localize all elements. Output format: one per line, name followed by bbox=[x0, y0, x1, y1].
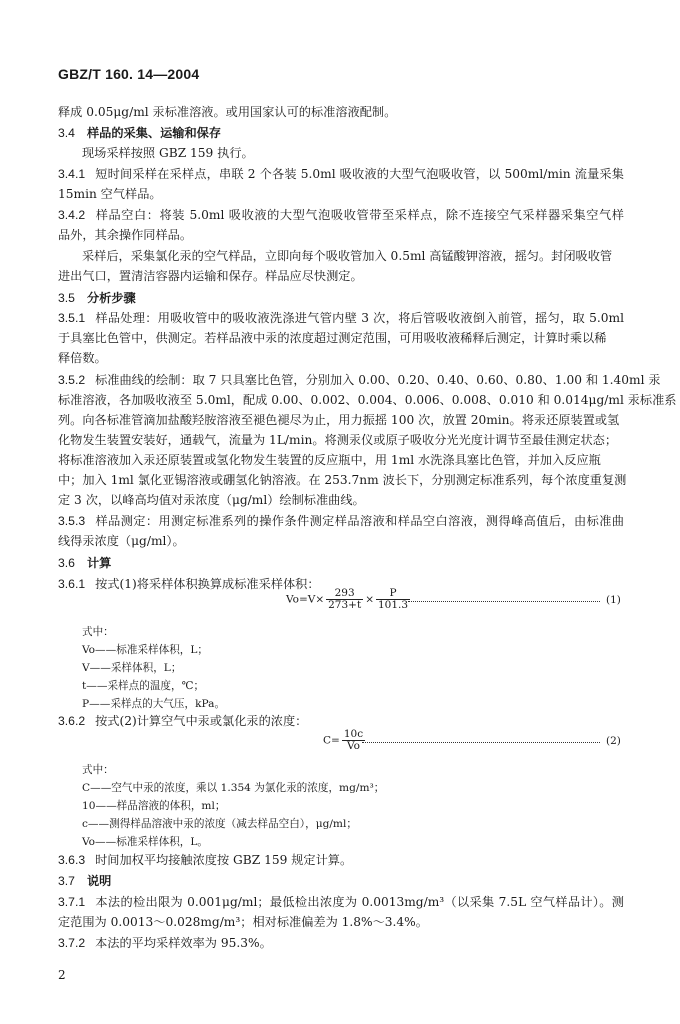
formula-2 bbox=[323, 729, 367, 752]
numerator: P bbox=[389, 587, 397, 599]
variable-definition: 10——样品溶液的体积，ml； bbox=[82, 800, 226, 812]
paragraph-line: 化物发生装置安装好，通载气，流量为 1L/min。将测汞仪或原子吸收分光光度计调节至最佳测定状态； bbox=[58, 433, 618, 447]
clause-text: 时间加权平均接触浓度按 GBZ 159 规定计算。 bbox=[95, 853, 353, 867]
clause-3-5-3 bbox=[58, 513, 624, 530]
variable-definition: C——空气中汞的浓度，乘以 1.354 为氯化汞的浓度，mg/m³； bbox=[82, 782, 385, 794]
denominator: 101.3 bbox=[378, 599, 409, 611]
variable-definition: V——采样体积，L； bbox=[82, 662, 182, 674]
paragraph-line: 进出气口，置清洁容器内运输和保存。样品应尽快测定。 bbox=[58, 269, 363, 283]
paragraph-line: 标准溶液，各加吸收液至 5.0ml，配成 0.00、0.002、0.004、0.006、0.008、0.010 和 0.014μg/ml 汞标准系 bbox=[58, 393, 677, 407]
clause-3-7-2 bbox=[58, 935, 272, 952]
paragraph-line: 将标准溶液加入汞还原装置或氢化物发生装置的反应瓶中，用 1ml 水洗涤具塞比色管，并加入反应瓶 bbox=[58, 453, 601, 467]
section-heading-3-4 bbox=[58, 125, 221, 142]
paragraph-line: 释倍数。 bbox=[58, 351, 107, 365]
variable-definition: Vo——标准采样体积，L； bbox=[82, 644, 209, 656]
page-number: 2 bbox=[58, 968, 66, 982]
clause-3-4-1 bbox=[58, 166, 624, 183]
clause-number: 3.5.2 bbox=[58, 373, 86, 387]
paragraph-line: 定范围为 0.0013～0.028mg/m³；相对标准偏差为 1.8%～3.4%。 bbox=[58, 915, 428, 929]
clause-3-5-2 bbox=[58, 372, 661, 389]
equation-number: (1) bbox=[606, 594, 621, 606]
clause-3-7-1 bbox=[58, 894, 624, 911]
formula-lhs: C= bbox=[323, 734, 340, 747]
paragraph-line: 列。向各标准管滴加盐酸羟胺溶液至褪色褪尽为止，用力振摇 100 次，放置 20min。将汞还原装置或氢 bbox=[58, 413, 620, 427]
paragraph-line: 15min 空气样品。 bbox=[58, 187, 162, 201]
clause-number: 3.4.2 bbox=[58, 208, 86, 222]
clause-text: 本法的检出限为 0.001μg/ml；最低检出浓度为 0.0013mg/m³（以采集 7.5L 空气样品计）。测 bbox=[95, 895, 624, 909]
clause-text: 本法的平均采样效率为 95.3%。 bbox=[95, 936, 272, 950]
fraction bbox=[376, 588, 410, 611]
section-number: 3.6 bbox=[58, 556, 75, 570]
times-sign: × bbox=[365, 593, 374, 606]
where-label: 式中： bbox=[82, 764, 114, 776]
variable-definition: Vo——标准采样体积，L。 bbox=[82, 836, 209, 848]
variable-definition: t——采样点的温度，℃； bbox=[82, 680, 205, 692]
clause-3-4-2 bbox=[58, 207, 624, 224]
clause-text: 按式(2)计算空气中汞或氯化汞的浓度： bbox=[95, 714, 308, 728]
clause-number: 3.6.3 bbox=[58, 853, 86, 867]
clause-text: 样品测定：用测定标准系列的操作条件测定样品溶液和样品空白溶液，测得峰高值后，由标准曲 bbox=[95, 514, 624, 528]
clause-3-6-1 bbox=[58, 576, 320, 593]
standard-code-header: GBZ/T 160. 14—2004 bbox=[58, 66, 200, 82]
clause-number: 3.6.2 bbox=[58, 714, 86, 728]
paragraph-line: 采样后，采集氯化汞的空气样品，立即向每个吸收管加入 0.5ml 高锰酸钾溶液，摇匀。封闭吸收管 bbox=[82, 249, 613, 263]
clause-number: 3.6.1 bbox=[58, 577, 86, 591]
section-number: 3.4 bbox=[58, 126, 75, 140]
clause-text: 标准曲线的绘制：取 7 只具塞比色管，分别加入 0.00、0.20、0.40、0.60、0.80、1.00 和 1.40ml 汞 bbox=[95, 373, 661, 387]
clause-text: 短时间采样在采样点，串联 2 个各装 5.0ml 吸收液的大型气泡吸收管，以 500ml/min 流量采集 bbox=[95, 167, 624, 181]
paragraph-line: 线得汞浓度（μg/ml）。 bbox=[58, 534, 185, 548]
section-number: 3.5 bbox=[58, 291, 75, 305]
denominator: Vo bbox=[342, 740, 365, 752]
numerator: 293 bbox=[334, 587, 355, 599]
clause-number: 3.5.3 bbox=[58, 514, 86, 528]
paragraph-line: 现场采样按照 GBZ 159 执行。 bbox=[82, 146, 254, 160]
section-title: 分析步骤 bbox=[86, 291, 136, 305]
clause-3-5-1 bbox=[58, 310, 624, 327]
clause-number: 3.7.1 bbox=[58, 895, 86, 909]
section-number: 3.7 bbox=[58, 874, 75, 888]
variable-definition: P——采样点的大气压，kPa。 bbox=[82, 698, 226, 710]
leader-dots bbox=[408, 601, 600, 602]
section-title: 计算 bbox=[86, 556, 112, 570]
fraction bbox=[326, 588, 363, 611]
clause-number: 3.7.2 bbox=[58, 936, 86, 950]
paragraph-line: 释成 0.05μg/ml 汞标准溶液。或用国家认可的标准溶液配制。 bbox=[58, 105, 397, 119]
paragraph-line: 中；加入 1ml 氯化亚锡溶液或硼氢化钠溶液。在 253.7nm 波长下，分别测定标准系列，每个浓度重复测 bbox=[58, 473, 627, 487]
denominator: 273+t bbox=[328, 599, 362, 611]
section-heading-3-6 bbox=[58, 555, 111, 572]
clause-number: 3.5.1 bbox=[58, 311, 86, 325]
where-label: 式中： bbox=[82, 626, 114, 638]
clause-3-6-2 bbox=[58, 713, 307, 730]
section-heading-3-7 bbox=[58, 873, 111, 890]
section-title: 样品的采集、运输和保存 bbox=[86, 126, 222, 140]
paragraph-line: 于具塞比色管中，供测定。若样品液中汞的浓度超过测定范围，可用吸收液稀释后测定，计算时乘以稀 bbox=[58, 331, 607, 345]
clause-text: 样品处理：用吸收管中的吸收液洗涤进气管内壁 3 次，将后管吸收液倒入前管，摇匀，取 5.0ml bbox=[95, 311, 624, 325]
paragraph-line: 定 3 次，以峰高均值对汞浓度（μg/ml）绘制标准曲线。 bbox=[58, 493, 365, 507]
paragraph-line: 品外，其余操作同样品。 bbox=[58, 228, 193, 242]
clause-text: 按式(1)将采样体积换算成标准采样体积： bbox=[95, 577, 320, 591]
formula-lhs: Vo=V× bbox=[286, 593, 325, 606]
variable-definition: c——测得样品溶液中汞的浓度（减去样品空白），μg/ml； bbox=[82, 818, 357, 830]
section-heading-3-5 bbox=[58, 290, 136, 307]
section-title: 说明 bbox=[86, 874, 112, 888]
leader-dots bbox=[362, 742, 600, 743]
formula-1 bbox=[286, 588, 412, 611]
clause-number: 3.4.1 bbox=[58, 167, 86, 181]
clause-3-6-3 bbox=[58, 852, 352, 869]
clause-text: 样品空白：将装 5.0ml 吸收液的大型气泡吸收管带至采样点，除不连接空气采样器采集空气样 bbox=[95, 208, 624, 222]
fraction bbox=[342, 729, 365, 752]
equation-number: (2) bbox=[606, 735, 621, 747]
numerator: 10c bbox=[343, 728, 364, 740]
